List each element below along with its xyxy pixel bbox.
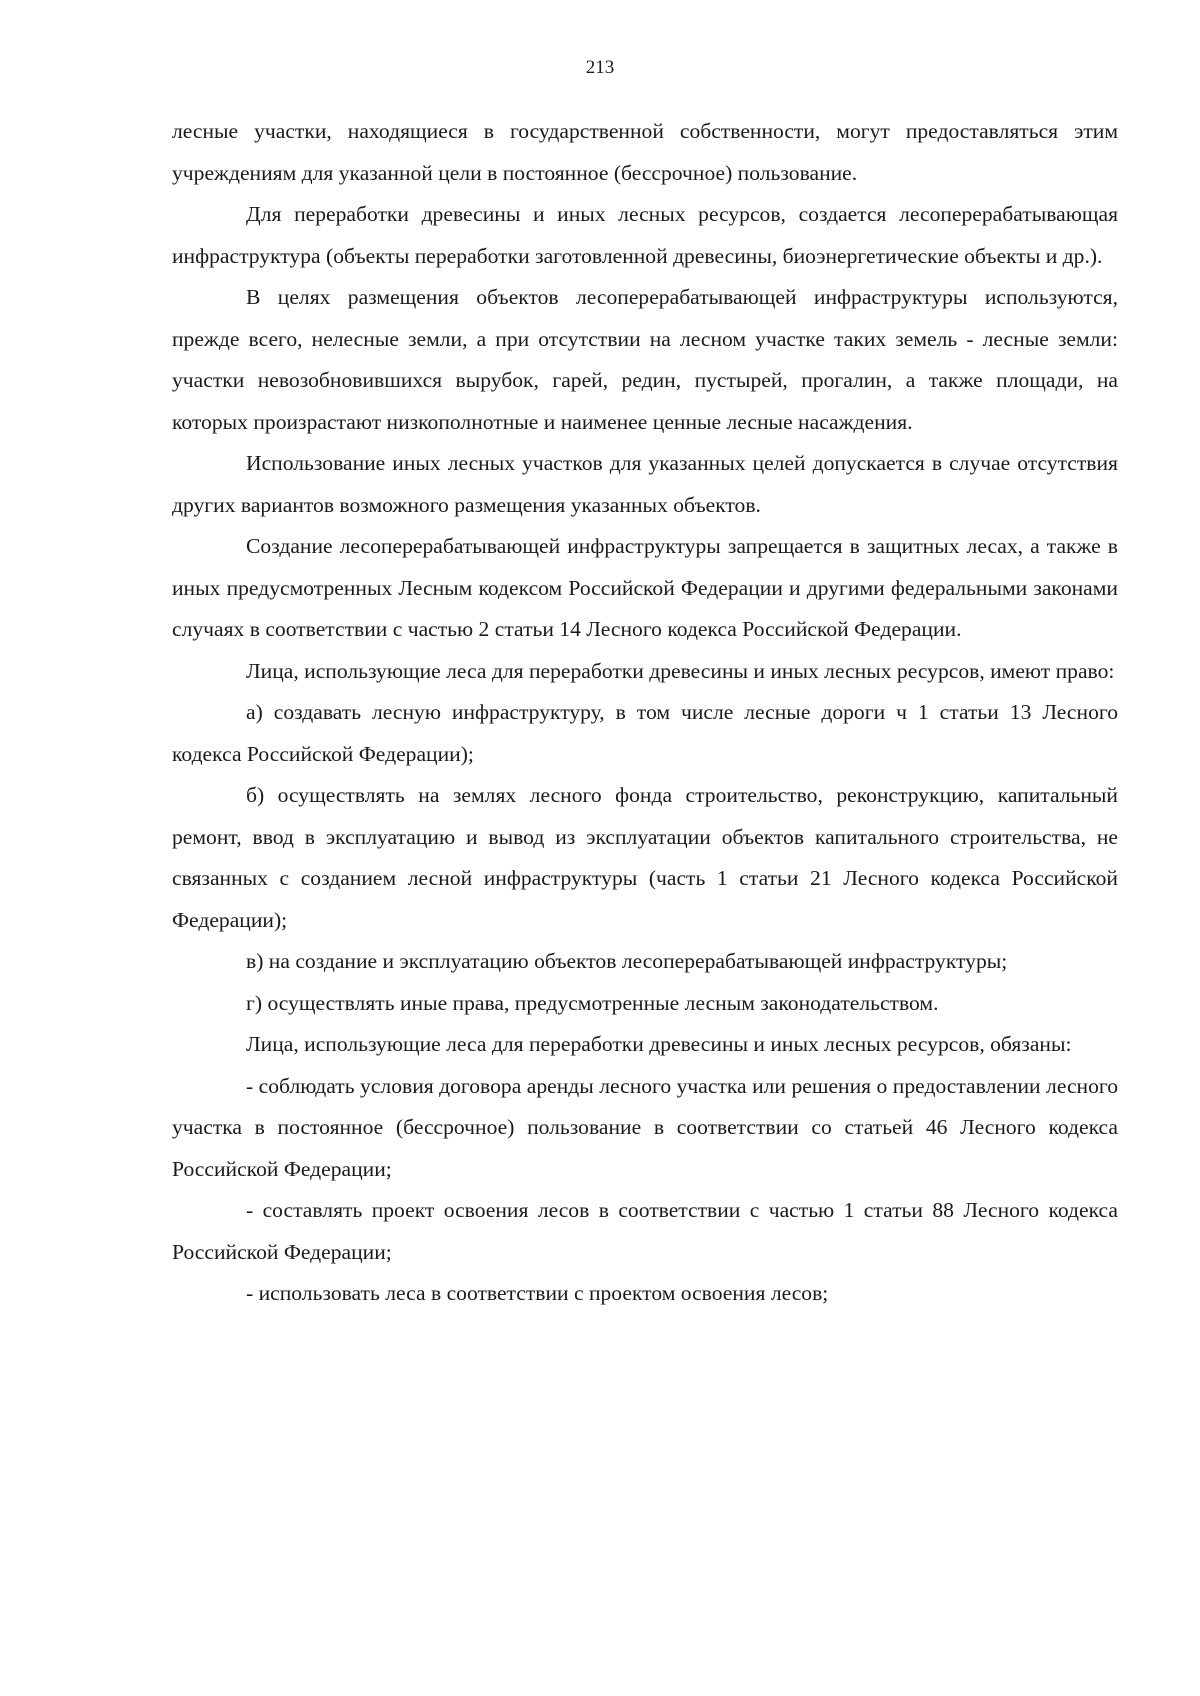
paragraph: Для переработки древесины и иных лесных ресурсов, создается лесоперерабатывающая инфраструктура (объекты переработки заготовленной древесины, биоэнергетические объекты и др.).	[172, 202, 1118, 268]
document-body	[172, 111, 1118, 1315]
paragraph: Лица, использующие леса для переработки древесины и иных лесных ресурсов, обязаны:	[246, 1032, 1072, 1056]
page-number: 213	[585, 57, 615, 78]
paragraph: Использование иных лесных участков для указанных целей допускается в случае отсутствия других вариантов возможного размещения указанных объектов.	[172, 451, 1118, 517]
list-item: а) создавать лесную инфраструктуру, в том числе лесные дороги ч 1 статьи 13 Лесного кодекса Российской Федерации);	[172, 700, 1118, 766]
list-item: г) осуществлять иные права, предусмотренные лесным законодательством.	[246, 990, 939, 1015]
list-item: - соблюдать условия договора аренды лесного участка или решения о предоставлении лесного участка в постоянное (бессрочное) пользование в соответствии со статьей 46 Лесного кодекса Российской Федерации;	[172, 1073, 1118, 1181]
list-item: в) на создание и эксплуатацию объектов лесоперерабатывающей инфраструктуры;	[246, 949, 1008, 973]
paragraph: Лица, использующие леса для переработки древесины и иных лесных ресурсов, имеют право:	[246, 658, 1115, 683]
paragraph: В целях размещения объектов лесоперерабатывающей инфраструктуры используются, прежде всего, нелесные земли, а при отсутствии на лесном участке таких земель - лесные земли: участки невозобновившихся вырубок, гарей, редин, пустырей, прогалин, а также площади, на которых произрастают низкополнотные и наименее ценные лесные насаждения.	[172, 285, 1118, 434]
list-item: б) осуществлять на землях лесного фонда строительство, реконструкцию, капитальный ремонт, ввод в эксплуатацию и вывод из эксплуатации объектов капитального строительства, не связанных с созданием лесной инфраструктуры (часть 1 статьи 21 Лесного кодекса Российской Федерации);	[172, 783, 1118, 932]
paragraph: лесные участки, находящиеся в государственной собственности, могут предоставляться этим учреждениям для указанной цели в постоянное (бессрочное) пользование.	[172, 119, 1118, 185]
list-item: - использовать леса в соответствии с проектом освоения лесов;	[246, 1281, 829, 1305]
paragraph: Создание лесоперерабатывающей инфраструктуры запрещается в защитных лесах, а также в иных предусмотренных Лесным кодексом Российской Федерации и другими федеральными законами случаях в соответствии с частью 2 статьи 14 Лесного кодекса Российской Федерации.	[172, 534, 1118, 641]
list-item: - составлять проект освоения лесов в соответствии с частью 1 статьи 88 Лесного кодекса Российской Федерации;	[172, 1198, 1118, 1264]
